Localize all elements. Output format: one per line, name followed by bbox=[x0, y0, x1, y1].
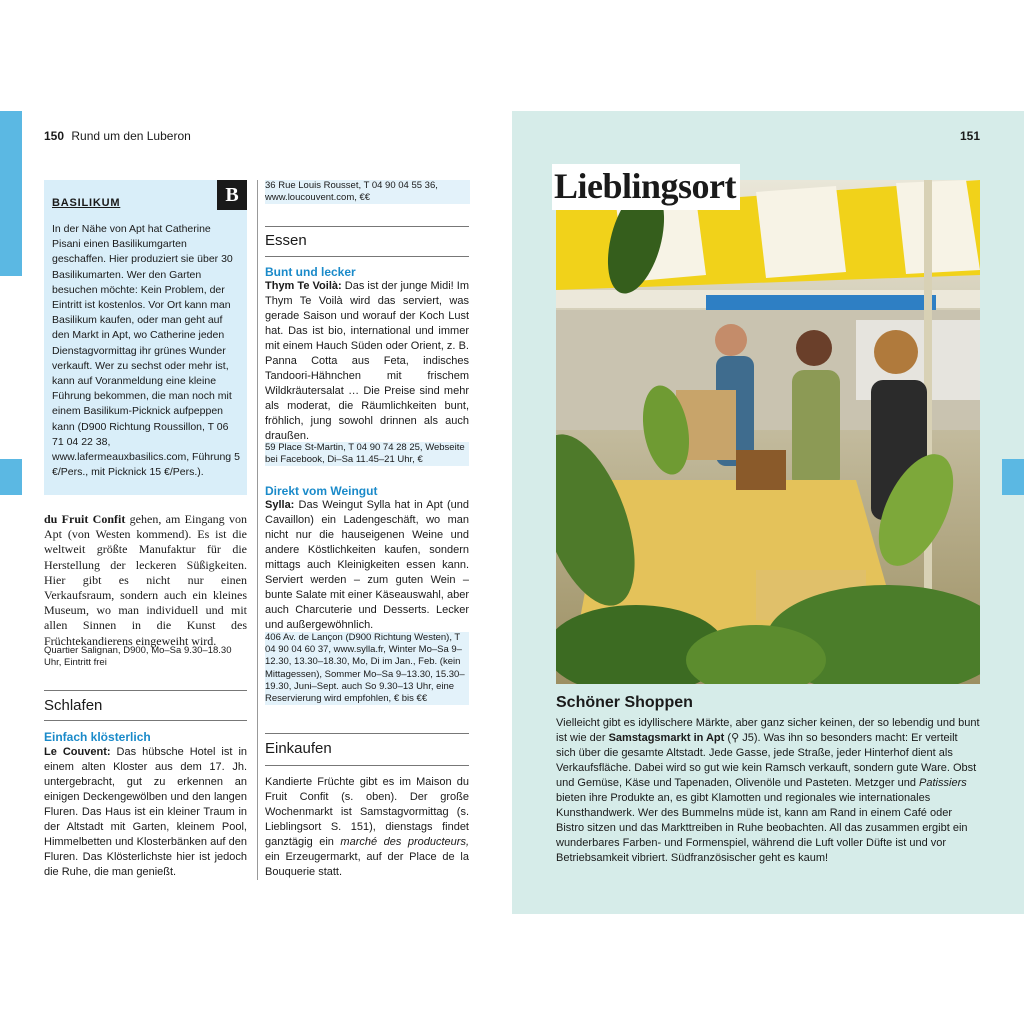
sylla-description: Das Weingut Sylla hat in Apt (und Cavaillon) ein Ladengeschäft, wo man nicht nur die hauseigenen Weine und andere Köstlichkeiten kaufen, sondern mittags auch Kleinigkeiten essen kann. Serviert werden – zum guten Wein – bunte Salate mit einer Käseauswahl, aber auch Charcuterie und Desserts. Lecker und außergewöhnlich. bbox=[265, 499, 469, 631]
essen-rule-top bbox=[265, 226, 469, 227]
schlafen-rule-bottom bbox=[44, 720, 247, 721]
lieblingsort-title: Lieblingsort bbox=[552, 164, 740, 210]
schoner-shoppen-text: Vielleicht gibt es idyllischere Märkte, aber ganz sicher keinen, der so lebendig und bunt ist wie der Samstagsmarkt in Apt (⚲ J5). Was ihn so besonders macht: Er verteilt sich über die gesamte Altstadt. Jede Gasse, jede Straße, jeder Hinterhof dient als Verkaufsfläche. Dabei wird so gut wie kein Ramsch verkauft, sondern gute Ware. Obst und Gemüse, Käse und Tapenaden, Olivenöle und Pasteten. Metzger und Patissiers bieten ihre Produkte an, es gibt Klamotten und regionales wie internationales Kunsthandwerk. Wer des Bummelns müde ist, kann am Rand in einem Café oder Bistro sitzen und das Markttreiben in Ruhe beobachten. All das zusammen ergibt ein wunderbares Farben- und Formenspiel, während die Luft voller Düfte ist und vor Betriebsamkeit vibriert. Südfranzösischer geht es kaum! bbox=[556, 717, 980, 864]
essen-heading: Essen bbox=[265, 232, 307, 249]
einkaufen-text-a: Kandierte Früchte gibt es im Maison du Fruit Confit (s. oben). Der große Wochenmarkt ist Samstagvormittag (s. Lieblingsort S. 151), dienstags findet ganztägig ein bbox=[265, 776, 469, 848]
left-running-head bbox=[44, 129, 191, 143]
schoner-shoppen-heading: Schöner Shoppen bbox=[556, 694, 693, 711]
right-edge-tab bbox=[1002, 459, 1024, 495]
left-page-number: 150 bbox=[44, 129, 65, 143]
shopping-text-b: ). Was ihn so besonders macht: Er verteilt sich über die gesamte Altstadt. Jede Gasse, jede Straße, jeder Hinterhof dient als Verkaufsfläche. Dabei wird so gut wie kein Ramsch verkauft, sondern gute Ware. Obst und Gemüse, Käse und Tapenaden, Olivenöle und Pasteten. Metzger und bbox=[556, 732, 977, 789]
fruit-confit-text: gehen, am Eingang von Apt (von Westen kommend). Es ist die weltweit größte Manufaktur für die Herstellung der leckeren Süßigkeiten. Hier gibt es nicht nur einen Verkaufsraum, sondern auch ein kleines Museum, wo man individuell und mit allen Sinnen in die Kunst des Früchtekandierens eingeweiht wird. bbox=[44, 512, 247, 648]
sylla-info: 406 Av. de Lançon (D900 Richtung Westen), T 04 90 04 60 37, www.sylla.fr, Winter Mo–Sa 9–12.30, 13.30–18.30, Mo, Di im Jan., Feb. (kein Mittagessen), Sommer Mo–Sa 9–13.30, 15.30–19.30, Juni–Sept. auch So 9.30–13 Uhr, eine Reservierung wird empfohlen, € bis €€ bbox=[265, 632, 469, 705]
shopping-text-c: bieten ihre Produkte an, es gibt Klamotten und regionales wie internationales Kunsthandwerk. Wer des Bummelns müde ist, kann am Rand in einem Café oder Bistro sitzen und das Markttreiben in Ruhe beobachten. All das zusammen ergibt ein wunderbares Farben- und Formenspiel, während die Luft voller Düfte ist und vor Betriebsamkeit vibriert. Südfranzösischer geht es kaum! bbox=[556, 792, 968, 864]
basilikum-text: In der Nähe von Apt hat Catherine Pisani einen Basilikumgarten geschaffen. Hier produziert sie über 30 Basilikumarten. Wer den Garten besuchen möchte: Kein Problem, der Eintritt ist kostenlos. Vor Ort kann man Basilikum kaufen, oder man geht auf den Markt in Apt, wo Catherine jeden Dienstagvormittag ihr grünes Wunder verkauft. Wer zu sechst oder mehr ist, kann auf Voranmeldung eine kleine Führung bekommen, die man noch mit einem Basilikum-Picknick aufpeppen kann (D900 Richtung Roussillon, T 06 71 04 22 38, www.lafermeauxbasilics.com, Führung 5 €/Pers., mit Picknick 15 €/Pers.). bbox=[52, 223, 240, 479]
left-edge-tab-top bbox=[0, 111, 22, 276]
market-photo bbox=[556, 180, 980, 684]
right-page-number: 151 bbox=[960, 129, 981, 143]
thym-te-voila-text bbox=[265, 279, 469, 444]
einkaufen-heading: Einkaufen bbox=[265, 740, 332, 757]
basilikum-heading: BASILIKUM bbox=[52, 197, 121, 209]
einkaufen-italic: marché des producteurs, bbox=[340, 836, 470, 848]
einkaufen-rule-bottom bbox=[265, 765, 469, 766]
einkaufen-rule-top bbox=[265, 733, 469, 734]
basilikum-box bbox=[44, 180, 247, 495]
thym-te-voila-info: 59 Place St-Martin, T 04 90 74 28 25, Webseite bei Facebook, Di–Sa 11.45–21 Uhr, € bbox=[265, 442, 469, 466]
einkaufen-text bbox=[265, 775, 469, 880]
schlafen-subheading: Einfach klösterlich bbox=[44, 730, 151, 744]
fruit-confit-paragraph bbox=[44, 512, 247, 649]
map-reference: J5 bbox=[742, 732, 754, 744]
schlafen-heading: Schlafen bbox=[44, 697, 103, 714]
essen-subheading-1: Bunt und lecker bbox=[265, 265, 356, 279]
couvent-name: Le Couvent: bbox=[44, 746, 111, 758]
fruit-confit-info: Quartier Salignan, D900, Mo–Sa 9.30–18.30 Uhr, Eintritt frei bbox=[44, 645, 232, 669]
badge-b: B bbox=[217, 180, 247, 210]
map-pin-icon: ⚲ bbox=[731, 732, 740, 744]
thym-te-voila-description: Das ist der junge Midi! Im Thym Te Voilà wird das serviert, was gerade Saison und worauf der Koch Lust hat. Das ist bio, international und immer mit einem Hauch Süden oder Orient, z. B. Panna Cotta aus Feta, indisches Tandoori-Hähnchen mit frischem Wildkräutersalat … Die Preise sind mehr als moderat, die Räumlichkeiten bunt, fröhlich, jung sowohl drinnen als auch draußen. bbox=[265, 280, 470, 442]
left-edge-tab-bottom bbox=[0, 459, 22, 495]
schlafen-text bbox=[44, 745, 247, 880]
essen-subheading-2: Direkt vom Weingut bbox=[265, 484, 378, 498]
couvent-info: 36 Rue Louis Rousset, T 04 90 04 55 36, www.loucouvent.com, €€ bbox=[265, 180, 470, 204]
samstagsmarkt-bold: Samstagsmarkt in Apt bbox=[608, 732, 725, 744]
shopping-text-a: Vielleicht gibt es idyllischere Märkte, aber ganz sicher keinen, der so lebendig und bunt ist wie der bbox=[556, 717, 980, 744]
einkaufen-text-b: ein Erzeugermarkt, auf der Place de la Bouquerie statt. bbox=[265, 851, 469, 878]
column-divider bbox=[257, 180, 258, 880]
fruit-confit-bold: du Fruit Confit bbox=[44, 512, 126, 526]
thym-te-voila-name: Thym Te Voilà: bbox=[265, 280, 342, 292]
market-photo-illustration bbox=[556, 180, 980, 684]
patissiers-italic: Patissiers bbox=[919, 777, 967, 789]
schlafen-rule-top bbox=[44, 690, 247, 691]
sylla-text bbox=[265, 498, 469, 633]
running-head-title: Rund um den Luberon bbox=[71, 129, 191, 143]
essen-rule-bottom bbox=[265, 256, 469, 257]
couvent-description: Das hübsche Hotel ist in einem alten Kloster aus dem 17. Jh. untergebracht, gut zu erkennen an einigen Deckengewölben und den langen Fluren. Das Haus ist ein kleiner Traum in der Altstadt mit Garten, kleinem Pool, Himmelbetten und Klosterbänken auf den Fluren. Das Klösterlichste hier ist jedoch die Ruhe, die man genießt. bbox=[44, 746, 248, 878]
sylla-name: Sylla: bbox=[265, 499, 295, 511]
